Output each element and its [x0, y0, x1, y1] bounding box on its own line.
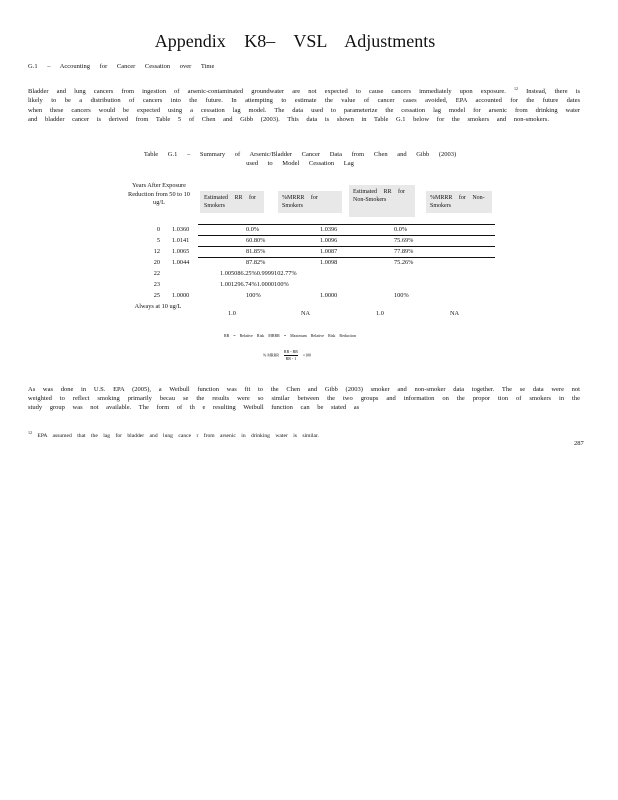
intro-text: Bladder and lung cancers from ingestion of arsenic-contaminated groundwater are not expected to cause cancers immediately upon exposure. — [28, 88, 506, 96]
cell-rr-smokers: 1.0360 — [172, 226, 190, 233]
table-legend: RR = Relative Risk MRRR = Maximum Relative Risk Reduction — [224, 333, 356, 338]
section-heading: G.1 – Accounting for Cancer Cessation over Time — [28, 63, 215, 70]
always-rr-smokers: 1.0 — [228, 310, 236, 317]
cell-rr-nonsmokers: 1.0396 — [320, 226, 338, 233]
cell-mrrr-nonsmokers: 75.69% — [394, 237, 414, 244]
table-rule — [198, 246, 495, 247]
cell-rr-nonsmokers: 1.0000 — [320, 292, 338, 299]
page-title: Appendix K8– VSL Adjustments — [154, 31, 436, 51]
page-number: 287 — [574, 440, 584, 447]
cell-years: 20 — [153, 259, 160, 266]
always-mrrr-smokers: NA — [301, 310, 311, 317]
cell-rr-smokers: 1.0065 — [172, 248, 190, 255]
data-table — [0, 0, 618, 330]
cell-mrrr-smokers: 60.80% — [246, 237, 266, 244]
cell-mrrr-smokers: 87.82% — [246, 259, 266, 266]
col-header-rr-nonsmokers: Estimated RR for Non-Smokers — [349, 185, 415, 217]
cell-years: 12 — [153, 248, 160, 255]
cell-rr-smokers: 1.0141 — [172, 237, 190, 244]
formula-times: ×100 — [302, 352, 312, 358]
cell-years: 0 — [156, 226, 160, 233]
cell-mrrr-nonsmokers: 77.89% — [394, 248, 414, 255]
footnote-marker: 12 — [28, 430, 32, 435]
intro-text-2: Instead, there is likely to be a distribution of cancers into the future. In attempting to estimate the value of cancer cases avoided, EPA accounted for the future dates when these cancers would be expected using a cessation lag model. The data used to parameterize the cessation lag model for arsenic from drinking water and bladder cancer is derived from Table 5 of Chen and Gibb (2003). This data is shown in Table G.1 below for the smokers and non-smokers. — [28, 88, 581, 123]
caption-line-1: Table G.1 – Summary of Arsenic/Bladder Cancer Data from Chen and Gibb (2003) — [143, 151, 457, 158]
table-rule — [198, 235, 495, 236]
col-header-mrrr-smokers: %MRRR for Smokers — [278, 191, 342, 213]
footnote-ref: 12 — [513, 86, 518, 91]
cell-rr-nonsmokers: 1.0087 — [320, 248, 338, 255]
footnote-text: EPA assumed that the lag for bladder and lung cance r from arsenic in drinking water is similar. — [37, 432, 319, 439]
cell-rr-nonsmokers: 1.0098 — [320, 259, 338, 266]
cell-mrrr-nonsmokers: 75.26% — [394, 259, 414, 266]
caption-line-2: used to Model Cessation Lag — [246, 160, 354, 167]
mrrr-formula — [263, 349, 311, 362]
row-header: Years After Exposure Reduction from 50 to 10 ug/L — [128, 182, 190, 206]
closing-paragraph: As was done in U.S. EPA (2005), a Weibull function was fit to the Chen and Gibb (2003) smoker and non-smoker data together. The se data were not weighted to reflect smoking primarily becau se the results were so similar between the two groups and information on the propor tion of smokers in the study group was not available. The form of th e resulting Weibull function can be stated as — [28, 386, 580, 412]
always-rr-nonsmokers: 1.0 — [376, 310, 384, 317]
cell-mrrr-smokers: 81.85% — [246, 248, 266, 255]
cell-years: 23 — [153, 281, 160, 288]
cell-rr-nonsmokers: 1.0096 — [320, 237, 338, 244]
cell-merged: 1.001296.74%1.0000100% — [220, 281, 289, 288]
formula-numerator: RR - RR — [283, 349, 298, 354]
col-header-rr-smokers: Estimated RR for Smokers — [200, 191, 264, 213]
cell-merged: 1.005086.25%0.9999102.77% — [220, 270, 297, 277]
cell-years: 22 — [153, 270, 160, 277]
formula-lhs: % MRRR — [263, 352, 279, 358]
cell-rr-smokers: 1.0000 — [172, 292, 190, 299]
cell-mrrr-nonsmokers: 0.0% — [394, 226, 408, 233]
table-rule — [198, 224, 495, 225]
cell-mrrr-smokers: 100% — [246, 292, 261, 299]
cell-rr-smokers: 1.0044 — [172, 259, 190, 266]
always-label: Always at 10 ug/L — [134, 303, 182, 310]
cell-mrrr-nonsmokers: 100% — [394, 292, 409, 299]
cell-years: 25 — [153, 292, 160, 299]
cell-mrrr-smokers: 0.0% — [246, 226, 260, 233]
table-rule — [198, 257, 495, 258]
always-mrrr-nonsmokers: NA — [450, 310, 460, 317]
cell-years: 5 — [156, 237, 160, 244]
footnote — [28, 430, 319, 439]
col-header-mrrr-nonsmokers: %MRRR for Non-Smokers — [426, 191, 492, 213]
formula-denominator: RR - 1 — [285, 356, 297, 361]
